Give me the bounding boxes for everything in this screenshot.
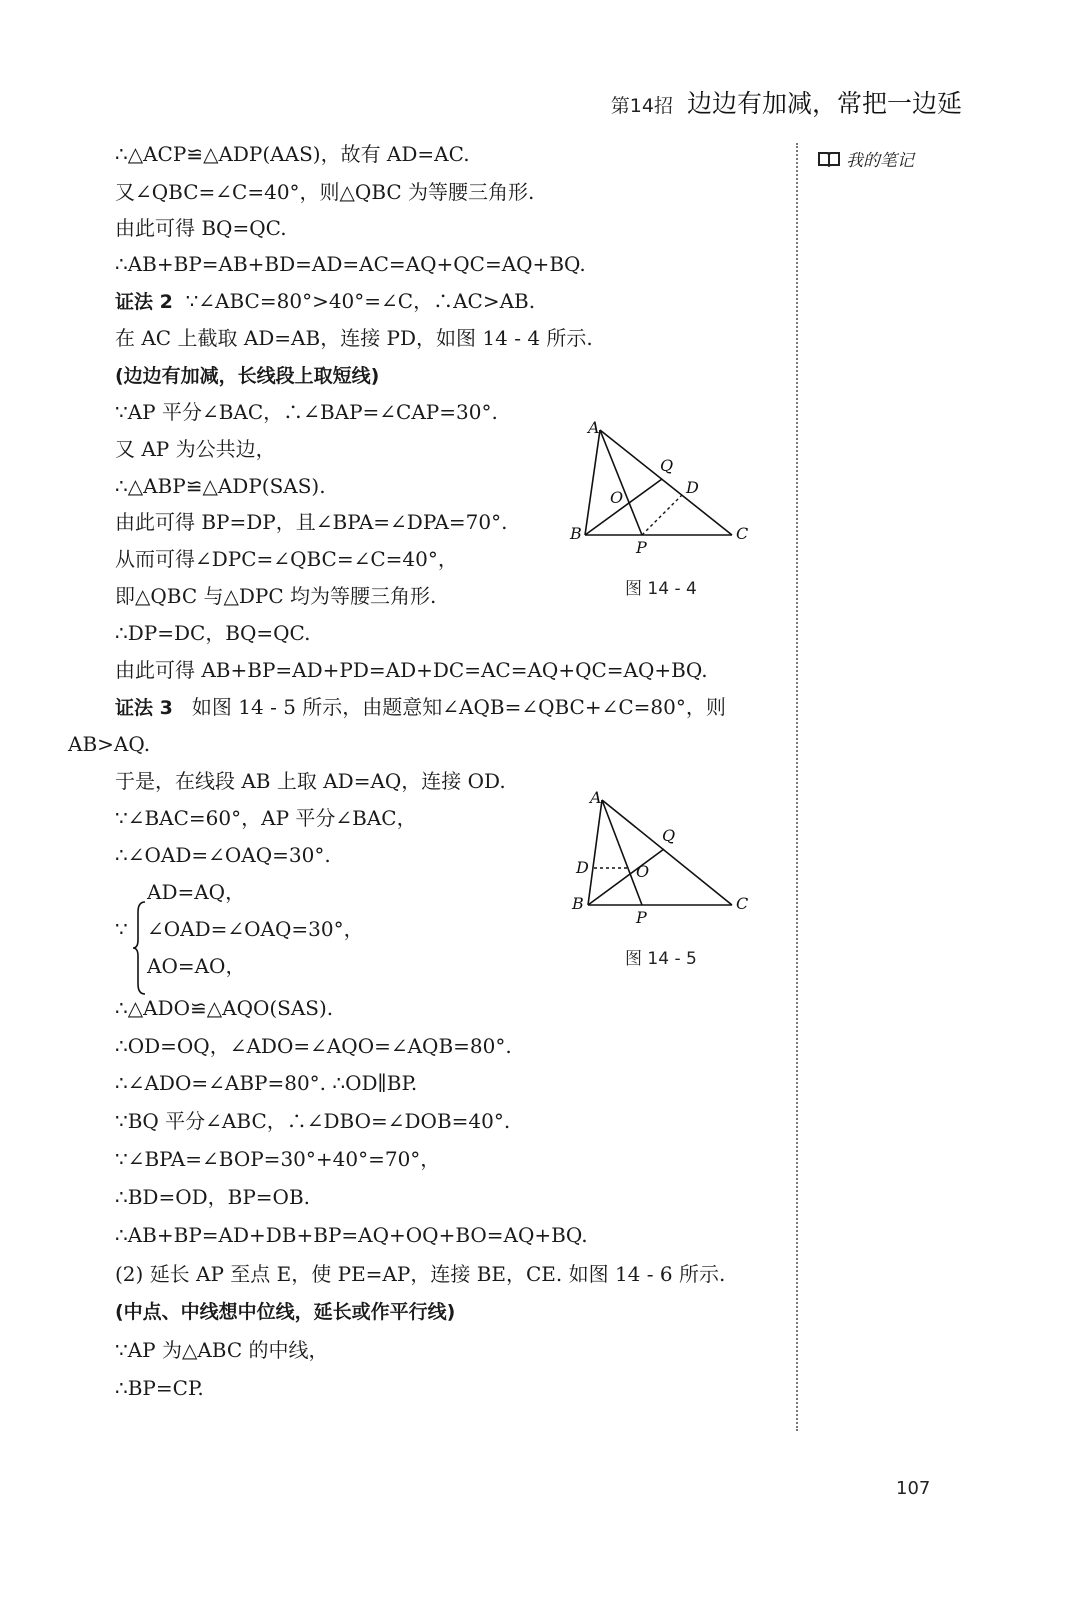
text-line: ∴△ADO≌△AQO(SAS).: [115, 996, 334, 1020]
text-line: ∵BQ 平分∠ABC，∴∠DBO=∠DOB=40°.: [115, 1109, 511, 1133]
text-line: ∵∠ABC=80°>40°=∠C，∴AC>AB.: [185, 289, 536, 313]
segment-ab: [585, 430, 600, 535]
text-line: ∵∠BAC=60°，AP 平分∠BAC，: [115, 806, 417, 830]
label-q: Q: [660, 456, 674, 475]
label-b: B: [570, 524, 582, 543]
text-line: ∴∠OAD=∠OAQ=30°.: [115, 843, 331, 867]
method2-label: 证法 2: [115, 291, 173, 313]
text-line: 又∠QBC=∠C=40°，则△QBC 为等腰三角形.: [115, 180, 535, 204]
text-line: 由此可得 AB+BP=AD+PD=AD+DC=AC=AQ+QC=AQ+BQ.: [115, 658, 708, 682]
notes-label: 我的笔记: [846, 151, 914, 171]
text-line: 于是，在线段 AB 上取 AD=AQ，连接 OD.: [115, 769, 506, 793]
label-c: C: [736, 524, 749, 543]
label-o: O: [636, 862, 650, 881]
figure-14-4: [560, 415, 760, 565]
text-line: ∴OD=OQ，∠ADO=∠AQO=∠AQB=80°.: [115, 1034, 512, 1058]
text-line: ∴DP=DC，BQ=QC.: [115, 621, 311, 645]
segment-bq: [588, 849, 664, 905]
text-line: ∴∠ADO=∠ABP=80°. ∴OD∥BP.: [115, 1071, 418, 1095]
text-line: ∵AP 为△ABC 的中线，: [115, 1338, 329, 1362]
chapter-title: 边边有加减，常把一边延: [686, 89, 962, 118]
text-line: 在 AC 上截取 AD=AB，连接 PD，如图 14 - 4 所示.: [115, 326, 593, 350]
method2-line: [115, 287, 535, 316]
segment-pd: [642, 495, 682, 535]
label-q: Q: [662, 826, 676, 845]
hint-line: (中点、中线想中位线，延长或作平行线): [115, 1301, 456, 1323]
label-d: D: [576, 858, 589, 877]
page-number: 107: [896, 1478, 931, 1499]
text-line: 如图 14 - 5 所示，由题意知∠AQB=∠QBC+∠C=80°，则: [191, 695, 726, 719]
label-p: P: [636, 538, 647, 557]
text-line: ∵∠BPA=∠BOP=30°+40°=70°，: [115, 1147, 441, 1171]
system-line: ∠OAD=∠OAQ=30°，: [147, 917, 364, 941]
text-line: ∴△ABP≌△ADP(SAS).: [115, 474, 326, 498]
figure-14-5-caption: 图 14 - 5: [625, 949, 697, 969]
method3-line: [115, 693, 726, 722]
label-o: O: [610, 488, 624, 507]
hint-line: (边边有加减，长线段上取短线): [115, 365, 380, 387]
figure-14-5: [560, 785, 760, 935]
text-line: 由此可得 BQ=QC.: [115, 216, 287, 240]
label-p: P: [636, 908, 647, 927]
system-line: AO=AO，: [147, 954, 246, 978]
label-d: D: [686, 478, 699, 497]
text-line: 由此可得 BP=DP，且∠BPA=∠DPA=70°.: [115, 510, 508, 534]
text-line: AB>AQ.: [68, 732, 151, 756]
label-b: B: [572, 894, 584, 913]
text-line: ∴BP=CP.: [115, 1376, 204, 1400]
text-line: 又 AP 为公共边，: [115, 437, 276, 461]
segment-ab: [588, 800, 602, 905]
system-line: AD=AQ，: [147, 880, 246, 904]
text-line: ∴AB+BP=AD+DB+BP=AQ+OQ+BO=AQ+BQ.: [115, 1223, 588, 1247]
chapter-label: 第14招: [610, 95, 673, 117]
label-c: C: [736, 894, 749, 913]
text-line: ∴BD=OD，BP=OB.: [115, 1185, 311, 1209]
notes-heading: [818, 146, 914, 171]
book-icon: [818, 151, 840, 167]
figure-14-4-caption: 图 14 - 4: [625, 579, 697, 599]
text-line: ∵AP 平分∠BAC，∴∠BAP=∠CAP=30°.: [115, 400, 498, 424]
text-line: ∴AB+BP=AB+BD=AD=AC=AQ+QC=AQ+BQ.: [115, 252, 586, 276]
text-line: 即△QBC 与△DPC 均为等腰三角形.: [115, 584, 437, 608]
label-a: A: [590, 788, 602, 807]
label-a: A: [588, 418, 600, 437]
notes-divider: [796, 143, 798, 1431]
because-symbol: ∵: [115, 917, 128, 941]
method3-label: 证法 3: [115, 697, 173, 719]
text-line: 从而可得∠DPC=∠QBC=∠C=40°，: [115, 547, 458, 571]
brace-mark: [132, 900, 146, 996]
running-header: [611, 84, 962, 120]
text-line: (2) 延长 AP 至点 E，使 PE=AP，连接 BE，CE. 如图 14 - 6 所示.: [115, 1262, 726, 1286]
segment-ac: [600, 430, 732, 535]
text-line: ∴△ACP≌△ADP(AAS)，故有 AD=AC.: [115, 142, 470, 166]
